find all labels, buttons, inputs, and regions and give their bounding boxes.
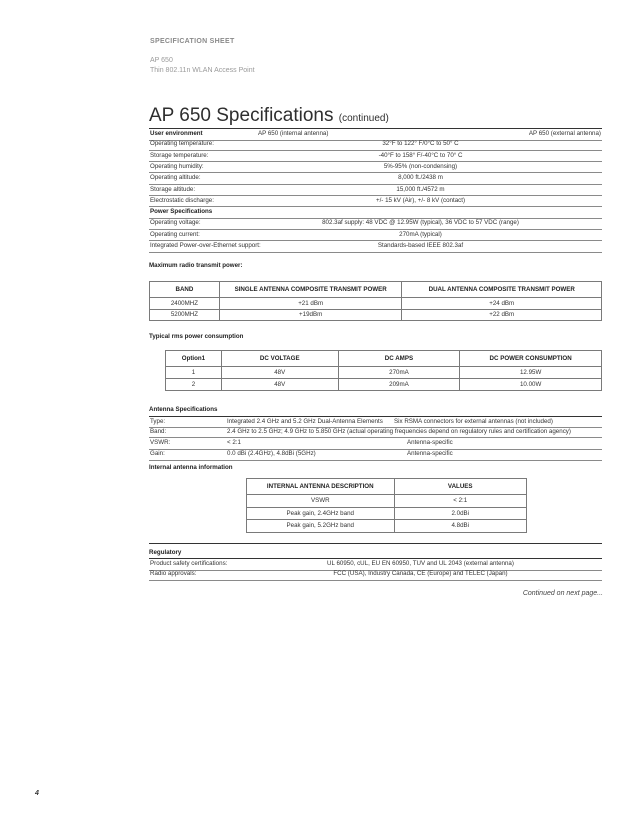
table-row xyxy=(149,241,602,253)
row-value-external: Antenna-specific xyxy=(407,450,453,458)
product-line-1: AP 650 xyxy=(150,57,173,64)
row-value-internal: 2.4 GHz to 2.5 GHz; 4.9 GHz to 5.850 GHz (actual operating frequencies depend on regulatory rules and certification agency) xyxy=(227,427,571,435)
continued-note: Continued on next page... xyxy=(522,590,603,597)
internal-antenna-heading: Internal antenna information xyxy=(149,464,233,471)
column-header: SINGLE ANTENNA COMPOSITE TRANSMIT POWER xyxy=(219,282,402,298)
table-row xyxy=(149,162,602,174)
table-cell: 209mA xyxy=(338,379,460,391)
row-label: Operating voltage: xyxy=(150,219,201,227)
table-row xyxy=(247,520,527,533)
row-label: Operating altitude: xyxy=(150,174,201,182)
page-number: 4 xyxy=(35,790,39,797)
power-header-row xyxy=(149,207,602,219)
table-cell: 2.0dBi xyxy=(394,507,527,520)
sheet-title: SPECIFICATION SHEET xyxy=(150,38,235,45)
table-row xyxy=(149,185,602,197)
row-value: 5%-95% (non-condensing) xyxy=(383,162,458,170)
row-value: -40°F to 158° F/-40°C to 70° C xyxy=(378,151,463,159)
row-value-internal: < 2:1 xyxy=(227,439,241,447)
row-label: Operating temperature: xyxy=(150,140,214,148)
col-external-label: AP 650 (external antenna) xyxy=(528,130,601,137)
row-label: Operating humidity: xyxy=(150,162,204,170)
table-cell: Peak gain, 5.2GHz band xyxy=(247,520,395,533)
max-tx-heading: Maximum radio transmit power: xyxy=(149,262,243,269)
table-header-row xyxy=(247,479,527,495)
table-row xyxy=(149,230,602,242)
table-row xyxy=(149,427,602,439)
table-cell: 48V xyxy=(221,367,338,379)
table-cell: 2 xyxy=(166,379,222,391)
table-row xyxy=(247,495,527,508)
column-header: Option1 xyxy=(166,351,222,367)
table-cell: +21 dBm xyxy=(219,298,402,310)
row-label: VSWR: xyxy=(150,439,171,447)
row-label: Band: xyxy=(150,427,167,435)
table-cell: +19dBm xyxy=(219,309,402,321)
col-internal-label: AP 650 (internal antenna) xyxy=(258,130,329,137)
row-value: FCC (USA), Industry Canada, CE (Europe) and TELEC (Japan) xyxy=(333,570,508,578)
antenna-heading: Antenna Specifications xyxy=(149,406,218,413)
column-header: DC VOLTAGE xyxy=(221,351,338,367)
table-row xyxy=(149,196,602,208)
product-subtitle xyxy=(150,56,255,75)
table-row xyxy=(149,449,602,461)
table-cell: 4.8dBi xyxy=(394,520,527,533)
row-label: Integrated Power-over-Ethernet support: xyxy=(150,242,261,249)
internal-antenna-table xyxy=(246,478,527,533)
product-line-2: Thin 802.11n WLAN Access Point xyxy=(150,66,255,74)
table-cell: VSWR xyxy=(247,495,395,508)
table-header-row xyxy=(150,282,602,298)
row-value-internal: Integrated 2.4 GHz and 5.2 GHz Dual-Antenna Elements xyxy=(227,417,383,425)
row-label: Gain: xyxy=(150,450,165,458)
column-header: VALUES xyxy=(394,479,527,495)
table-row xyxy=(166,379,602,391)
row-label: Storage altitude: xyxy=(150,185,196,193)
table-row xyxy=(149,173,602,185)
row-label: Storage temperature: xyxy=(150,151,209,159)
table-row xyxy=(166,367,602,379)
row-label: Radio approvals: xyxy=(150,570,197,578)
table-row xyxy=(150,298,602,310)
table-row xyxy=(150,309,602,321)
page-title xyxy=(149,105,389,127)
row-label: Operating current: xyxy=(150,230,200,238)
table-header-row xyxy=(166,351,602,367)
rms-power-table xyxy=(165,350,602,391)
page-title-text: AP 650 Specifications xyxy=(149,105,334,126)
row-value: 802.3af supply: 48 VDC @ 12.95W (typical), 36 VDC to 57 VDC (range) xyxy=(322,219,519,227)
table-cell: < 2:1 xyxy=(394,495,527,508)
table-cell: 5200MHZ xyxy=(150,309,220,321)
table-row xyxy=(149,569,602,581)
row-value: Standards-based IEEE 802.3af xyxy=(377,242,464,249)
table-cell: +22 dBm xyxy=(402,309,602,321)
table-cell: 270mA xyxy=(338,367,460,379)
column-header: DC AMPS xyxy=(338,351,460,367)
max-tx-table xyxy=(149,281,602,321)
rms-power-heading: Typical rms power consumption xyxy=(149,333,244,340)
row-value-internal: 0.0 dBi (2.4GHz), 4.8dBi (5GHz) xyxy=(227,450,316,458)
table-cell: 1 xyxy=(166,367,222,379)
row-value: 32°F to 122° F/0°C to 50° C xyxy=(382,140,459,148)
column-header: INTERNAL ANTENNA DESCRIPTION xyxy=(247,479,395,495)
table-row xyxy=(247,507,527,520)
section-divider xyxy=(149,543,602,544)
column-header: DC POWER CONSUMPTION xyxy=(460,351,602,367)
table-cell: +24 dBm xyxy=(402,298,602,310)
page-title-suffix: (continued) xyxy=(338,113,389,124)
table-cell: 10.00W xyxy=(460,379,602,391)
column-header: BAND xyxy=(150,282,220,298)
table-cell: Peak gain, 2.4GHz band xyxy=(247,507,395,520)
table-row xyxy=(149,438,602,450)
table-row xyxy=(149,151,602,163)
regulatory-heading: Regulatory xyxy=(149,549,182,556)
table-cell: 2400MHZ xyxy=(150,298,220,310)
row-value: UL 60950, cUL, EU EN 60950, TUV and UL 2043 (external antenna) xyxy=(327,560,514,567)
row-value-external: Six RSMA connectors for external antennas (not included) xyxy=(394,417,553,425)
table-cell: 12.95W xyxy=(460,367,602,379)
row-value: +/- 15 kV (Air), +/- 8 kV (contact) xyxy=(375,196,466,204)
row-value-external: Antenna-specific xyxy=(407,439,453,447)
table-cell: 48V xyxy=(221,379,338,391)
row-label: Electrostatic discharge: xyxy=(150,196,214,204)
row-value: 8,000 ft./2438 m xyxy=(398,174,443,182)
table-row xyxy=(149,218,602,230)
column-header: DUAL ANTENNA COMPOSITE TRANSMIT POWER xyxy=(402,282,602,298)
row-value: 270mA (typical) xyxy=(399,230,442,238)
row-value: 15,000 ft./4572 m xyxy=(396,185,445,193)
row-label: Type: xyxy=(150,417,166,425)
user-env-heading: User environment xyxy=(150,130,203,137)
row-label: Product safety certifications: xyxy=(150,560,228,567)
power-heading: Power Specifications xyxy=(150,208,213,216)
table-row xyxy=(149,139,602,151)
